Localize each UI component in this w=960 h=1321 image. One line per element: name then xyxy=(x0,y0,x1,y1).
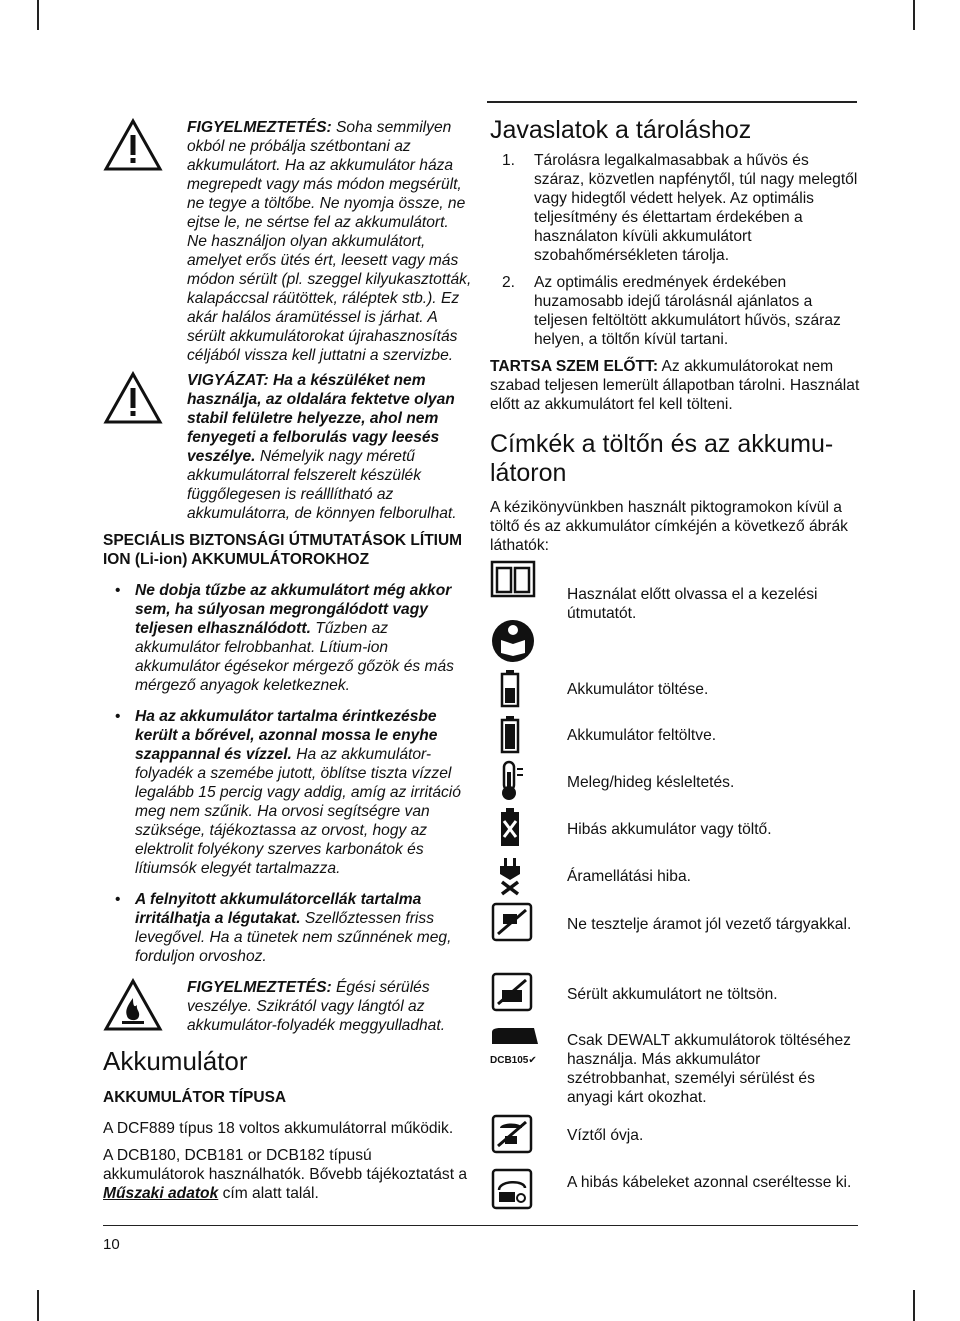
caution-body: Némelyik nagy méretű akkumulátorral felszerelt készülék függőlegesen is reálllítható az akkumulátorra, de könnyen felborulhat. xyxy=(187,448,457,522)
crop-mark xyxy=(37,1290,39,1321)
fire-warning-icon xyxy=(103,978,187,1037)
akku-p2-end: cím alatt talál. xyxy=(218,1185,319,1202)
keep-dry-icon xyxy=(490,1114,535,1159)
warning-triangle-icon xyxy=(103,371,187,523)
warning-block-2 xyxy=(103,371,473,523)
symbol-text: Hibás akkumulátor vagy töltő. xyxy=(567,821,772,838)
list-item xyxy=(490,273,860,349)
no-conductive-probe-icon xyxy=(490,902,535,947)
dewalt-battery-icon xyxy=(490,1026,535,1066)
safety-bullets xyxy=(103,581,473,966)
storage-note xyxy=(490,357,860,414)
specs-link[interactable]: Műszaki adatok xyxy=(103,1185,219,1202)
symbol-text: Csak DEWALT akkumulátorok töltéséhez használja. Más akkumulátor szétrobbanhat, személyi sérülést és anyagi kárt okozhat. xyxy=(567,1032,851,1106)
list-item xyxy=(103,707,473,878)
warning-lead: FIGYELMEZTETÉS: xyxy=(187,979,332,996)
labels-title: Címkék a töltőn és az akkumu-látoron xyxy=(490,430,834,487)
crop-mark xyxy=(37,0,39,30)
crop-mark xyxy=(913,0,915,30)
battery-charging-icon xyxy=(490,668,535,713)
no-damaged-battery-icon xyxy=(490,972,535,1017)
list-item xyxy=(103,890,473,966)
bullet-bold: Ne dobja tűzbe az akkumulátort még akkor sem, ha súlyosan megrongálódott vagy teljesen elhasználódott. xyxy=(135,582,452,637)
bullet-text: Szellőztessen friss levegővel. Ha a tünetek nem szűnnének meg, forduljon orvoshoz. xyxy=(135,910,452,965)
bullet-bold: A felnyitott akkumulátorcellák tartalma irritálhatja a légutakat. xyxy=(135,891,422,927)
storage-title: Javaslatok a tároláshoz xyxy=(490,116,752,144)
bullet-text: Ha az akkumulátor-folyadék a szemébe jutott, öblítse tiszta vízzel legalább 15 percig vagy addig, amíg az irritáció meg nem szűnik. Ha orvosi segítségre van szüksége, tájékoztassa az orvost, hogy az elektrolit folyékony szerves karbonátok és lítiumsók elegyét tartalmazza. xyxy=(135,746,461,877)
akku-p2-text: A DCB180, DCB181 or DCB182 típusú akkumulátorok használhatók. Bővebb tájékoztatást a xyxy=(103,1147,468,1183)
warning-lead: FIGYELMEZTETÉS: xyxy=(187,119,332,136)
warning-triangle-icon xyxy=(103,118,187,365)
symbol-text: Akkumulátor feltöltve. xyxy=(567,727,717,744)
warning-text-2 xyxy=(187,371,473,523)
dcb105-label: DCB105✔ xyxy=(490,1055,537,1066)
symbol-text: Sérült akkumulátort ne töltsön. xyxy=(567,986,778,1003)
symbol-text: Meleg/hideg késleltetés. xyxy=(567,774,735,791)
special-safety-heading: SPECIÁLIS BIZTONSÁGI ÚTMUTATÁSOK LÍTIUM ION (Li-ion) AKKUMULÁTOROKHOZ xyxy=(103,532,463,568)
warning-text-1 xyxy=(187,118,473,365)
bullet-bold: Ha az akkumulátor tartalma érintkezésbe került a bőrével, azonnal mossa le enyhe szappannal és vízzel. xyxy=(135,708,438,763)
item-number: 1. xyxy=(502,152,516,169)
note-lead: TARTSA SZEM ELŐTT: xyxy=(490,358,659,375)
plug-fault-icon xyxy=(490,856,535,901)
replace-cord-icon xyxy=(490,1168,535,1215)
symbol-text: Víztől óvja. xyxy=(567,1127,644,1144)
right-column xyxy=(490,116,860,555)
bullet-text: Tűzben az akkumulátor felrobbanhat. Lítium-ion akkumulátor égésekor mérgező gőzök és más mérgező anyagok keletkeznek. xyxy=(135,620,454,694)
battery-fault-icon xyxy=(490,806,535,853)
akku-type-heading: AKKUMULÁTOR TÍPUSA xyxy=(103,1089,287,1106)
page-number: 10 xyxy=(103,1236,120,1253)
item-text: Tárolásra legalkalmasabbak a hűvös és száraz, közvetlen napfénytől, túl nagy melegtől vagy hidegtől védett helyek. Az optimális teljesítmény és élettartam érdekében a használaton kívüli akkumulátort szobahőmérsékleten tárolja. xyxy=(534,152,858,264)
battery-full-icon xyxy=(490,714,535,759)
read-manual-icon xyxy=(490,618,535,669)
warning-block-3 xyxy=(103,978,473,1037)
symbol-text: Akkumulátor töltése. xyxy=(567,681,709,698)
manual-book-icon xyxy=(490,560,535,603)
akku-title: Akkumulátor xyxy=(103,1046,248,1076)
akku-paragraph-1: A DCF889 típus 18 voltos akkumulátorral működik. xyxy=(103,1120,454,1137)
symbol-text: Használat előtt olvassa el a kezelési útmutatót. xyxy=(567,586,818,622)
list-item xyxy=(103,581,473,695)
list-item xyxy=(490,151,860,265)
warning-block-1 xyxy=(103,118,473,365)
item-text: Az optimális eredmények érdekében huzamosabb idejű tárolásnál ajánlatos a teljesen feltöltött akkumulátort hűvös, száraz helyen, a töltőn kívül tartani. xyxy=(534,274,841,348)
header-rule xyxy=(487,101,857,103)
warning-text-3 xyxy=(187,978,473,1037)
warning-body: Soha semmilyen okból ne próbálja szétbontani az akkumulátort. Ha az akkumulátor háza megrepedt vagy más módon megsérült, ne tegye a töltőbe. Ne nyomja össze, ne ejtse le, ne sértse fel az akkumulátort. Ne használjon olyan akkumulátort, amelyet erős ütés ért, leesett vagy más módon sérült (pl. szeggel kilyukasztották, kalapáccsal ráütöttek, ráléptek stb.). Ez akár halálos áramütéssel is járhat. A sérült akkumulátorokat újrahasznosítás céljából vissza kell juttatni a szervizbe. xyxy=(187,119,472,364)
labels-intro: A kézikönyvünkben használt piktogramokon kívül a töltő és az akkumulátor címkéjén a következő ábrák láthatók: xyxy=(490,499,848,554)
thermometer-icon xyxy=(490,760,535,807)
storage-list xyxy=(490,151,860,349)
item-number: 2. xyxy=(502,274,516,291)
warning-body: Égési sérülés veszélye. Szikrától vagy lángtól az akkumulátor-folyadék meggyulladhat. xyxy=(187,979,446,1034)
crop-mark xyxy=(913,1290,915,1321)
symbol-text: A hibás kábeleket azonnal cseréltesse ki. xyxy=(567,1174,852,1191)
akku-paragraph-2 xyxy=(103,1146,473,1203)
note-text: Az akkumulátorokat nem szabad teljesen lemerült állapotban tárolni. Használat előtt az akkumulátort fel kell tölteni. xyxy=(490,358,860,413)
caution-lead: VIGYÁZAT: Ha a készüléket nem használja, az oldalára fektetve olyan stabil felületre helyezze, ahol nem fenyegeti a felborulás vagy leesés veszélye. xyxy=(187,372,455,465)
left-column xyxy=(103,118,473,1203)
symbol-text: Ne tesztelje áramot jól vezető tárgyakkal. xyxy=(567,916,852,933)
footer-rule xyxy=(103,1225,858,1226)
symbol-text: Áramellátási hiba. xyxy=(567,868,691,885)
